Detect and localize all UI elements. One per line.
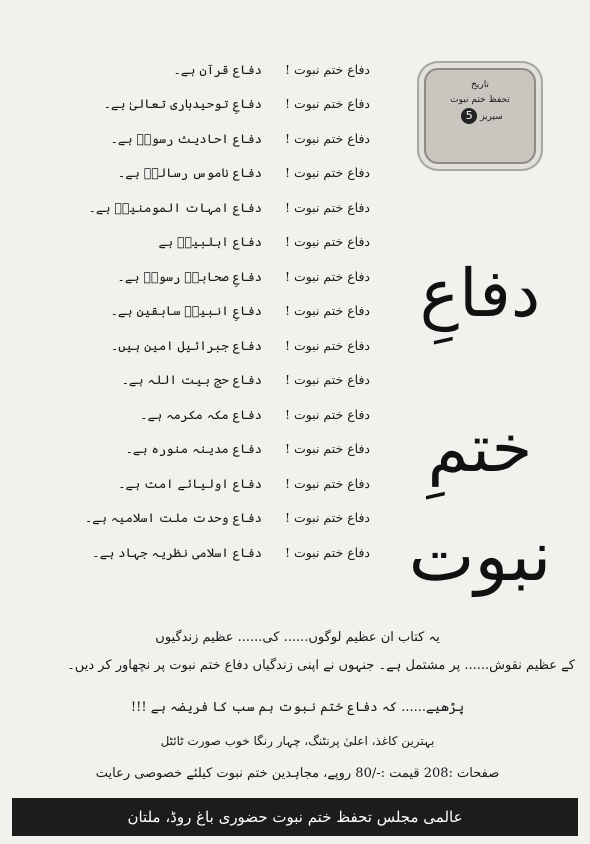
defense-line xyxy=(40,294,370,329)
defense-line xyxy=(40,87,370,122)
defense-line-text: دفاع مکہ مکرمہ ہے۔ xyxy=(140,406,262,422)
defense-line xyxy=(40,190,370,225)
defense-line-lead: دفاع ختم نبوت ! xyxy=(284,406,370,422)
defense-line-text: دفاع مدینہ منورہ ہے۔ xyxy=(125,441,262,457)
defense-line-lead: دفاع ختم نبوت ! xyxy=(284,61,370,77)
defense-line-text: دفاع امہات المومنینؓ ہے۔ xyxy=(88,199,262,215)
defense-line-lead: دفاع ختم نبوت ! xyxy=(284,199,370,215)
defense-line xyxy=(40,156,370,191)
pages-price-line: صفحات :208 قیمت :-/80 روپے، مجاہدین ختم نبوت کیلئے خصوصی رعایت xyxy=(95,766,500,781)
defense-line-text: دفاع اہلبیتؓ ہے xyxy=(158,234,262,250)
defense-line-lead: دفاع ختم نبوت ! xyxy=(284,544,370,560)
defense-line-lead: دفاع ختم نبوت ! xyxy=(284,510,370,526)
defense-line-text: دفاع احادیث رسولؐ ہے۔ xyxy=(110,130,262,146)
defense-line-text: دفاع اسلامی نظریہ جہاد ہے۔ xyxy=(92,544,262,560)
defense-line xyxy=(40,121,370,156)
defense-line-lead: دفاع ختم نبوت ! xyxy=(284,130,370,146)
defense-line xyxy=(40,259,370,294)
publisher-footer: عالمی مجلس تحفظ ختم نبوت حضوری باغ روڈ، ملتان xyxy=(12,798,578,836)
defense-line-lead: دفاع ختم نبوت ! xyxy=(284,303,370,319)
defense-line xyxy=(40,363,370,398)
defense-line-lead: دفاع ختم نبوت ! xyxy=(284,268,370,284)
defense-line-lead: دفاع ختم نبوت ! xyxy=(284,441,370,457)
defense-line xyxy=(40,535,370,570)
defense-line-text: دفاع ناموس رسالتؐ ہے۔ xyxy=(117,165,262,181)
defense-line xyxy=(40,328,370,363)
badge-line-2: تحفظ ختم نبوت xyxy=(450,95,510,105)
defense-line-lead: دفاع ختم نبوت ! xyxy=(284,372,370,388)
badge-line-3: سیریز xyxy=(480,112,503,122)
defense-line-lead: دفاع ختم نبوت ! xyxy=(284,165,370,181)
defense-line-text: دفاعِ توحیدباری تعالیٰ ہے۔ xyxy=(103,96,262,112)
description-line-4: بہترین کاغذ، اعلیٰ پرنٹنگ، چہار رنگا خوب صورت ٹائٹل xyxy=(160,734,435,748)
defense-line xyxy=(40,225,370,260)
series-badge xyxy=(424,68,536,164)
defense-line-text: دفاعِ صحابہؓ رسولؐ ہے۔ xyxy=(117,268,262,284)
defense-line xyxy=(40,397,370,432)
title-word-2: ختمِ xyxy=(427,410,533,487)
defense-line-lead: دفاع ختم نبوت ! xyxy=(284,96,370,112)
defense-line xyxy=(40,501,370,536)
defense-line xyxy=(40,466,370,501)
defense-line xyxy=(40,52,370,87)
title-word-1: دفاعِ xyxy=(419,255,541,332)
defense-line-lead: دفاع ختم نبوت ! xyxy=(284,234,370,250)
description-line-2: کے عظیم نقوش...... پر مشتمل ہے۔ جنہوں نے اپنی زندگیاں دفاع ختم نبوت پر نچھاور کر دیں۔ xyxy=(67,658,575,673)
badge-series-row xyxy=(426,108,534,125)
badge-line-1: تاریخ xyxy=(471,80,489,90)
defense-line-text: دفاع حج بیت اللہ ہے۔ xyxy=(121,372,262,388)
series-number: 5 xyxy=(461,108,477,124)
defense-line-text: دفاعِ انبیاؑ سابقین ہے۔ xyxy=(110,303,262,319)
defense-line-text: دفاع اولیائے امت ہے۔ xyxy=(118,475,262,491)
defense-line-lead: دفاع ختم نبوت ! xyxy=(284,475,370,491)
defense-line-text: دفاع جبرائیل امین ہیں۔ xyxy=(110,337,262,353)
defense-line xyxy=(40,432,370,467)
description-line-3: پڑھیے...... کہ دفاع ختم نبوت ہم سب کا فریضہ ہے !!! xyxy=(130,700,465,715)
defense-line-text: دفاع وحدت ملت اسلامیہ ہے۔ xyxy=(84,510,262,526)
defense-lines-list xyxy=(40,52,370,570)
description-line-1: یہ کتاب ان عظیم لوگوں...... کی...... عظیم زندگیوں xyxy=(155,630,440,645)
title-word-3: نبوت xyxy=(408,515,552,597)
defense-line-lead: دفاع ختم نبوت ! xyxy=(284,337,370,353)
defense-line-text: دفاع قرآن ہے۔ xyxy=(173,61,262,77)
